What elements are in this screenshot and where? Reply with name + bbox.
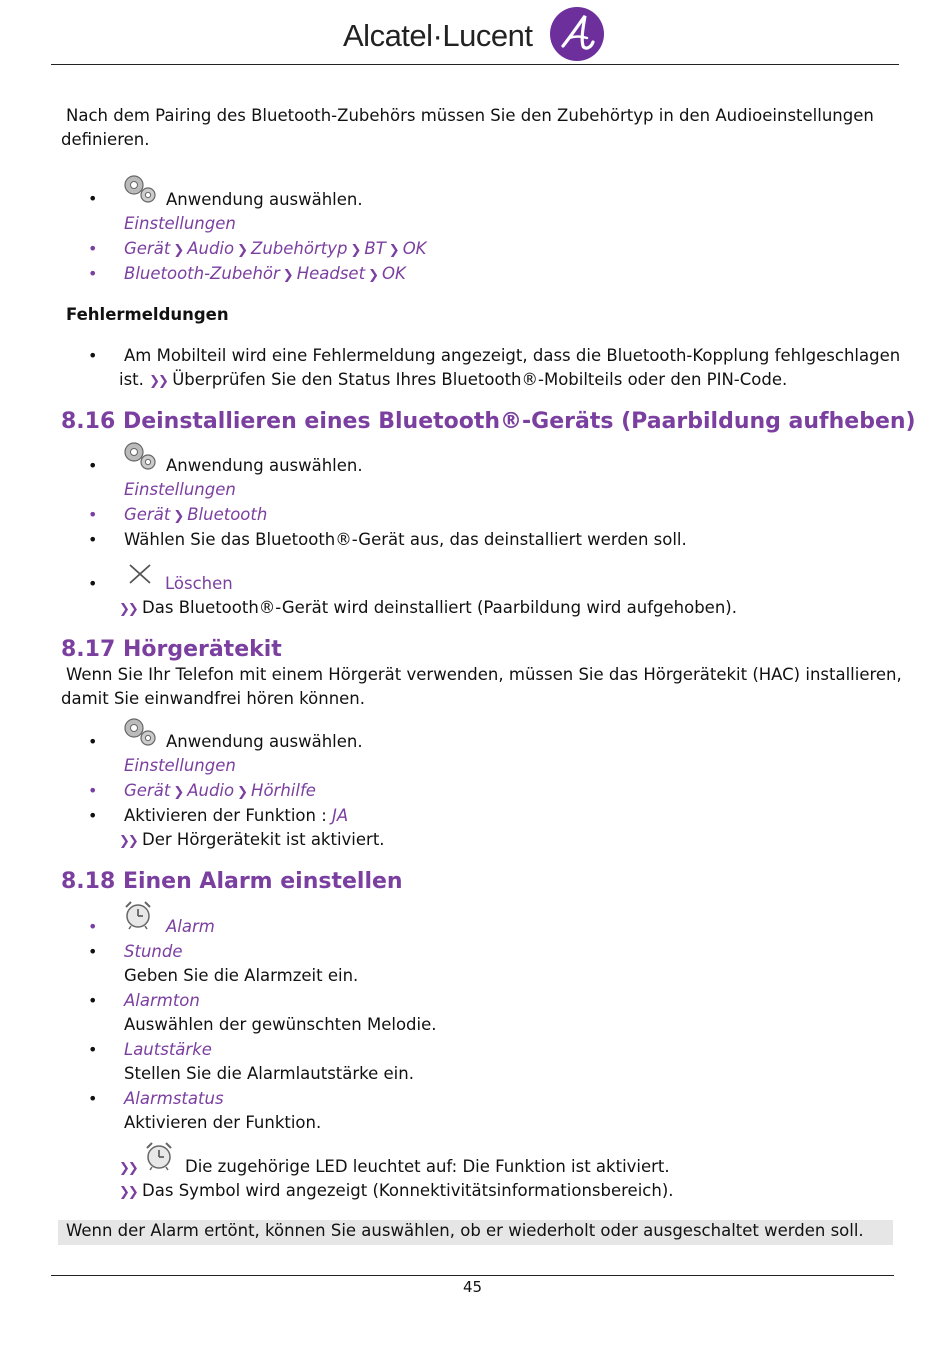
chevron-right-icon: ❯ xyxy=(388,243,400,258)
bullet: • xyxy=(88,239,98,258)
chevron-right-icon: ❯ xyxy=(237,243,249,258)
intro-line-2: definieren. xyxy=(61,130,150,149)
bullet: • xyxy=(88,189,98,208)
error-line-2 xyxy=(119,370,787,389)
menu-path-audio-accessory xyxy=(124,239,427,258)
hour-description: Geben Sie die Alarmzeit ein. xyxy=(124,966,359,985)
bullet: • xyxy=(88,530,98,549)
activate-prefix: Aktivieren der Funktion : xyxy=(124,806,327,825)
intro-line-1: Nach dem Pairing des Bluetooth-Zubehörs müssen Sie den Zubehörtyp in den Audioeinstellungen xyxy=(66,106,874,125)
bullet: • xyxy=(88,781,98,800)
alarm-clock-icon xyxy=(122,899,154,931)
symbol-result-text: Das Symbol wird angezeigt (Konnektivitätsinformationsbereich). xyxy=(142,1181,674,1200)
path-item: OK xyxy=(381,264,406,283)
menu-path-hearing-aid xyxy=(124,781,316,800)
settings-menu-item: Einstellungen xyxy=(124,214,236,233)
bullet: • xyxy=(88,456,98,475)
result-arrow-icon: ❯❯ xyxy=(119,602,137,617)
errors-heading: Fehlermeldungen xyxy=(66,305,229,324)
bullet: • xyxy=(88,917,98,936)
alcatel-lucent-logo-icon xyxy=(549,6,605,62)
bullet: • xyxy=(88,1089,98,1108)
result-arrow-icon: ❯❯ xyxy=(119,1161,137,1176)
bullet: • xyxy=(88,1040,98,1059)
alarm-tone-description: Auswählen der gewünschten Melodie. xyxy=(124,1015,437,1034)
path-item: Gerät xyxy=(124,505,171,524)
path-item: Hörhilfe xyxy=(251,781,316,800)
path-item: OK xyxy=(402,239,427,258)
app-select-text: Anwendung auswählen. xyxy=(166,456,363,475)
result-line xyxy=(119,598,737,617)
alarm-status-description: Aktivieren der Funktion. xyxy=(124,1113,322,1132)
result-arrow-icon: ❯❯ xyxy=(119,834,137,849)
header-logo xyxy=(343,6,605,64)
section-8-16-title: 8.16 Deinstallieren eines Bluetooth®-Geräts (Paarbildung aufheben) xyxy=(61,409,916,434)
chevron-right-icon: ❯ xyxy=(173,509,185,524)
bullet: • xyxy=(88,346,98,365)
error-line-2-text: Überprüfen Sie den Status Ihres Bluetooth®-Mobilteils oder den PIN-Code. xyxy=(172,370,788,389)
alarm-tone-menu-item: Alarmton xyxy=(124,991,200,1010)
bullet: • xyxy=(88,574,98,593)
bullet: • xyxy=(88,732,98,751)
bullet: • xyxy=(88,264,98,283)
hour-menu-item: Stunde xyxy=(124,942,183,961)
chevron-right-icon: ❯ xyxy=(282,268,294,283)
led-result-text: Die zugehörige LED leuchtet auf: Die Funktion ist aktiviert. xyxy=(185,1157,670,1176)
menu-path-bluetooth-accessory xyxy=(124,264,406,283)
app-select-text: Anwendung auswählen. xyxy=(166,732,363,751)
bullet: • xyxy=(88,806,98,825)
path-item: Bluetooth-Zubehör xyxy=(124,264,280,283)
menu-path-bluetooth xyxy=(124,505,267,524)
hac-intro-line-2: damit Sie einwandfrei hören können. xyxy=(61,689,366,708)
path-item: Bluetooth xyxy=(187,505,268,524)
delete-x-icon xyxy=(126,561,154,587)
error-line-1: Am Mobilteil wird eine Fehlermeldung angezeigt, dass die Bluetooth-Kopplung fehlgeschlagen xyxy=(124,346,901,365)
volume-menu-item: Lautstärke xyxy=(124,1040,212,1059)
hac-intro-line-1: Wenn Sie Ihr Telefon mit einem Hörgerät verwenden, müssen Sie das Hörgerätekit (HAC) installieren, xyxy=(66,665,902,684)
activate-value: JA xyxy=(332,806,349,825)
volume-description: Stellen Sie die Alarmlautstärke ein. xyxy=(124,1064,414,1083)
settings-menu-item: Einstellungen xyxy=(124,756,236,775)
alarm-status-menu-item: Alarmstatus xyxy=(124,1089,224,1108)
section-8-17-title: 8.17 Hörgerätekit xyxy=(61,637,282,662)
chevron-right-icon: ❯ xyxy=(368,268,379,283)
activate-function-line xyxy=(124,806,348,825)
bullet: • xyxy=(88,505,98,524)
path-item: BT xyxy=(364,239,386,258)
settings-menu-item: Einstellungen xyxy=(124,480,236,499)
app-select-text: Anwendung auswählen. xyxy=(166,190,363,209)
path-item: Gerät xyxy=(124,781,171,800)
alarm-clock-icon xyxy=(143,1140,175,1172)
path-item: Zubehörtyp xyxy=(251,239,348,258)
led-result-line xyxy=(119,1157,137,1176)
note-text: Wenn der Alarm ertönt, können Sie auswählen, ob er wiederholt oder ausgeschaltet werden soll. xyxy=(66,1221,864,1240)
alarm-menu-item: Alarm xyxy=(166,917,215,936)
path-item: Audio xyxy=(187,239,235,258)
section-8-18-title: 8.18 Einen Alarm einstellen xyxy=(61,869,403,894)
page-number: 45 xyxy=(463,1278,483,1296)
chevron-right-icon: ❯ xyxy=(237,785,249,800)
delete-menu-item: Löschen xyxy=(165,574,233,593)
path-item: Audio xyxy=(187,781,235,800)
chevron-right-icon: ❯ xyxy=(350,243,362,258)
result-arrow-icon: ❯❯ xyxy=(149,374,167,389)
settings-gear-icon xyxy=(121,716,159,750)
error-line-2-prefix: ist. xyxy=(119,370,144,389)
result-line xyxy=(119,830,385,849)
bullet: • xyxy=(88,942,98,961)
result-text: Der Hörgerätekit ist aktiviert. xyxy=(142,830,385,849)
logo-text: Alcatel·Lucent xyxy=(343,18,533,53)
chevron-right-icon: ❯ xyxy=(173,785,185,800)
path-item: Headset xyxy=(296,264,366,283)
result-arrow-icon: ❯❯ xyxy=(119,1185,137,1200)
settings-gear-icon xyxy=(121,440,159,474)
bullet: • xyxy=(88,991,98,1010)
settings-gear-icon xyxy=(121,173,159,207)
footer-rule xyxy=(51,1275,894,1276)
path-item: Gerät xyxy=(124,239,171,258)
symbol-result-line xyxy=(119,1181,674,1200)
chevron-right-icon: ❯ xyxy=(173,243,185,258)
select-device-text: Wählen Sie das Bluetooth®-Gerät aus, das deinstalliert werden soll. xyxy=(124,530,687,549)
result-text: Das Bluetooth®-Gerät wird deinstalliert (Paarbildung wird aufgehoben). xyxy=(142,598,737,617)
header-rule xyxy=(51,64,899,65)
